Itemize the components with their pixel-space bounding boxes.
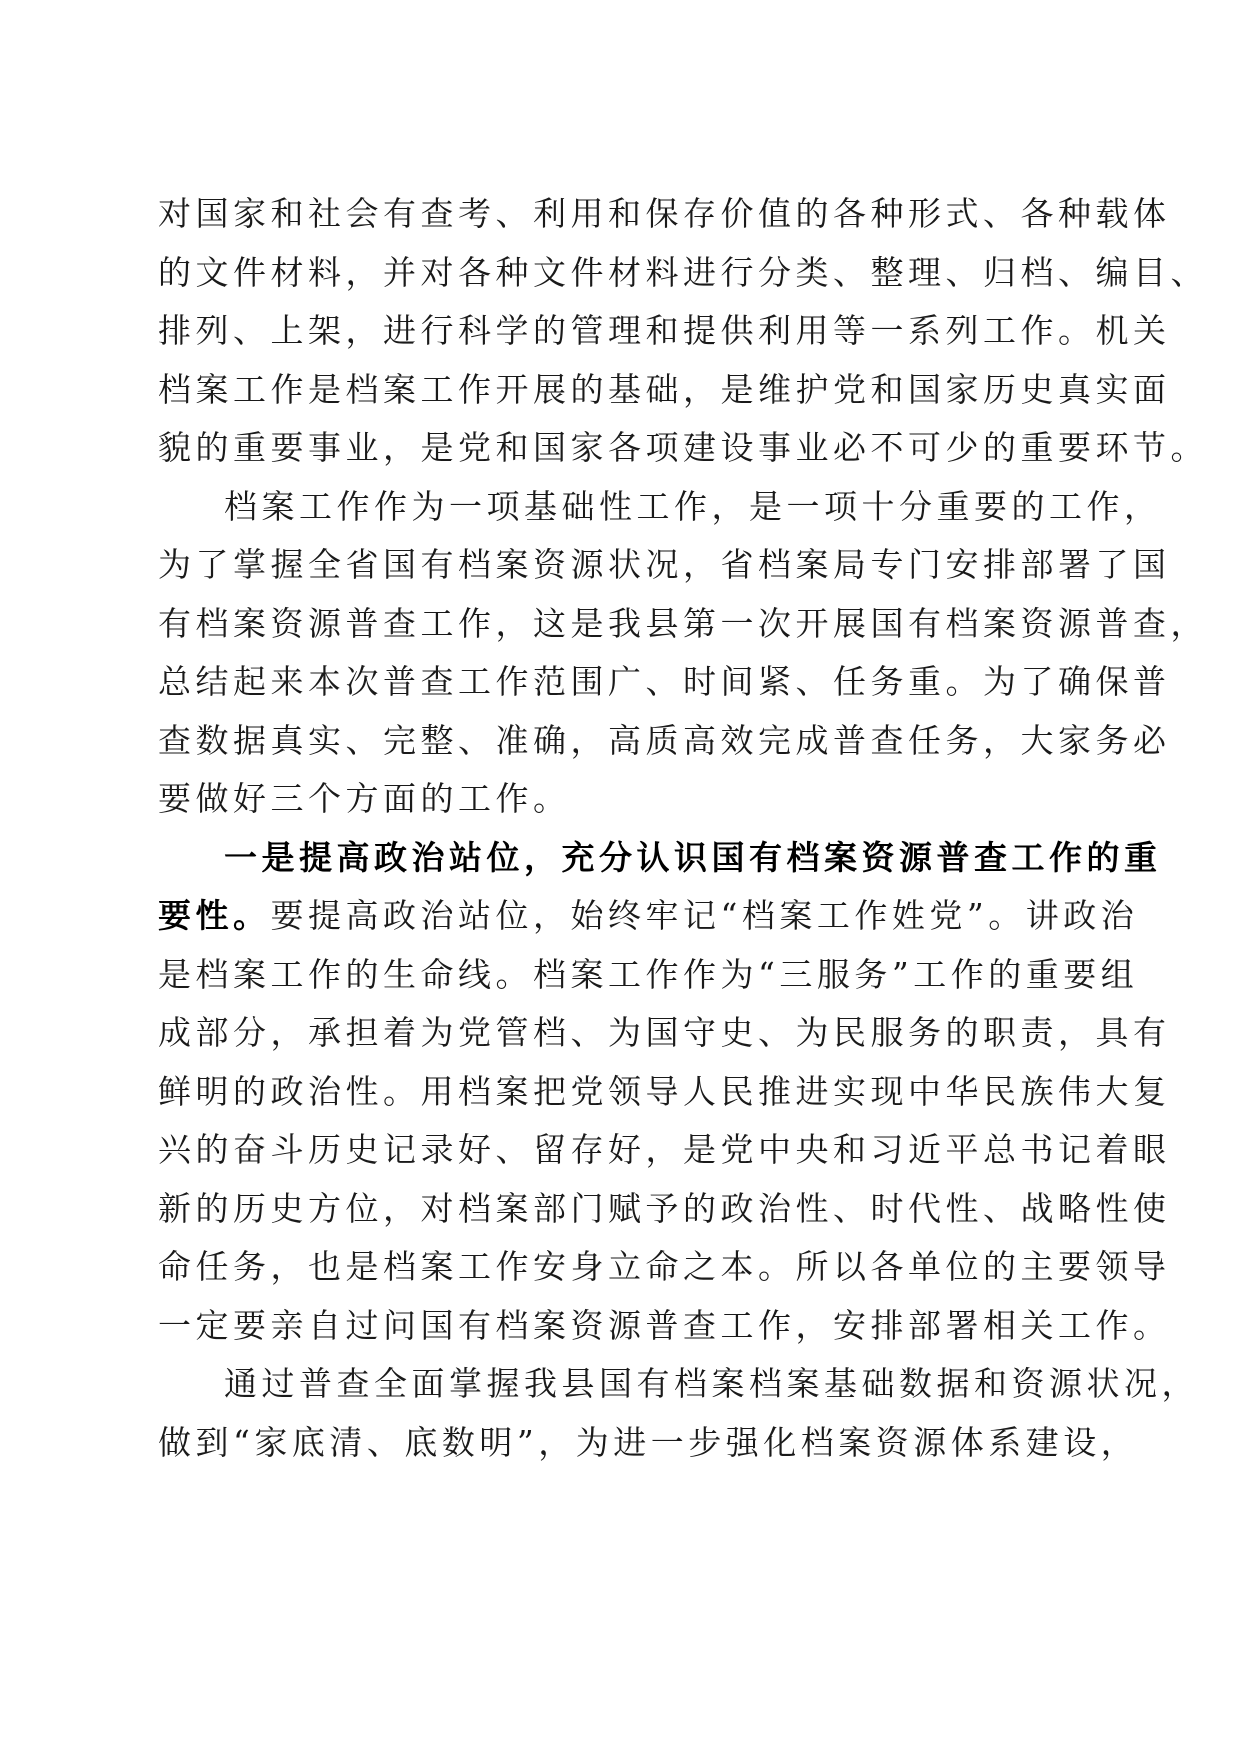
body-text	[158, 185, 1208, 1472]
text-line: 做到“家底清、底数明”，为进一步强化档案资源体系建设，	[158, 1422, 1139, 1462]
text-line: 一定要亲自过问国有档案资源普查工作，安排部署相关工作。	[158, 1305, 1171, 1345]
text-line: 命任务，也是档案工作安身立命之本。所以各单位的主要领导	[158, 1247, 1171, 1286]
paragraph-2	[158, 478, 1208, 829]
text-line: 貌的重要事业，是党和国家各项建设事业必不可少的重要环节。	[158, 428, 1208, 467]
paragraph-1	[158, 185, 1208, 478]
text-line-rest: 要提高政治站位，始终牢记“档案工作姓党”。讲政治	[270, 896, 1139, 935]
text-line: 档案工作是档案工作开展的基础，是维护党和国家历史真实面	[158, 369, 1171, 409]
section-heading-end: 要性。	[158, 896, 271, 935]
text-line: 鲜明的政治性。用档案把党领导人民推进实现中华民族伟大复	[158, 1071, 1171, 1111]
text-line: 排列、上架，进行科学的管理和提供利用等一系列工作。机关	[158, 311, 1171, 350]
paragraph-4	[158, 1355, 1199, 1472]
section-heading-line: 一是提高政治站位，充分认识国有档案资源普查工作的重	[224, 837, 1162, 877]
text-line: 对国家和社会有查考、利用和保存价值的各种形式、各种载体	[158, 194, 1171, 233]
text-line: 兴的奋斗历史记录好、留存好，是党中央和习近平总书记着眼	[158, 1130, 1171, 1169]
text-line: 有档案资源普查工作，这是我县第一次开展国有档案资源普查，	[158, 603, 1208, 643]
text-line: 成部分，承担着为党管档、为国守史、为民服务的职责，具有	[158, 1013, 1171, 1052]
text-line: 档案工作作为一项基础性工作，是一项十分重要的工作，	[224, 486, 1162, 526]
text-line: 查数据真实、完整、准确，高质高效完成普查任务，大家务必	[158, 720, 1171, 760]
text-line: 是档案工作的生命线。档案工作作为“三服务”工作的重要组	[158, 954, 1139, 994]
text-line: 通过普查全面掌握我县国有档案档案基础数据和资源状况，	[224, 1364, 1199, 1403]
text-line: 总结起来本次普查工作范围广、时间紧、任务重。为了确保普	[158, 662, 1171, 701]
text-line: 要做好三个方面的工作。	[158, 779, 571, 818]
text-line: 的文件材料，并对各种文件材料进行分类、整理、归档、编目、	[158, 252, 1208, 292]
text-line: 新的历史方位，对档案部门赋予的政治性、时代性、战略性使	[158, 1188, 1171, 1228]
text-line: 为了掌握全省国有档案资源状况，省档案局专门安排部署了国	[158, 545, 1171, 584]
paragraph-3	[158, 829, 1171, 1356]
text-line	[158, 887, 1139, 946]
